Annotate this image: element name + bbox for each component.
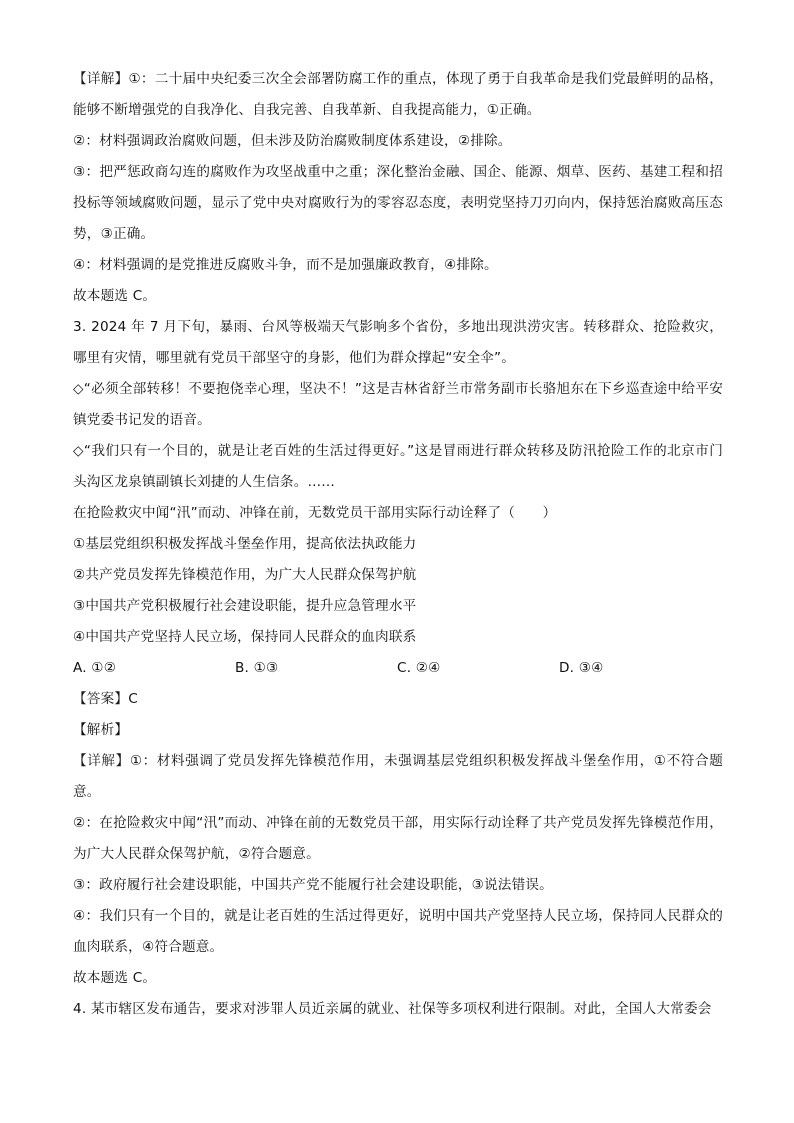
answer-tag: 【答案】 (73, 691, 129, 707)
q3-conclusion: 故本题选 C。 (73, 970, 157, 986)
q2-detail-p2: ②：材料强调政治腐败问题，但未涉及防治腐败制度体系建设，②排除。 (73, 133, 512, 149)
q3-question: 在抢险救灾中闻“汛”而动、冲锋在前，无数党员干部用实际行动诠释了（ ） (73, 505, 557, 521)
q2-detail-p1 (73, 64, 723, 126)
q2-detail-p1-text: ①：二十届中央纪委三次全会部署防腐工作的重点，体现了勇于自我革命是我们党最鲜明的品格，能够不断增强党的自我净化、自我完善、自我革新、自我提高能力，①正确。 (73, 71, 723, 118)
q2-detail-p3: ③：把严惩政商勾连的腐败作为攻坚战重中之重；深化整治金融、国企、能源、烟草、医药、基建工程和招投标等领域腐败问题，显示了党中央对腐败行为的零容忍态度，表明党坚持刀刃向内，保持惩治腐败高压态势，③正确。 (73, 164, 723, 242)
q3-analysis-tag: 【解析】 (73, 722, 129, 738)
q3-item-1: ①基层党组织积极发挥战斗堡垒作用，提高依法执政能力 (73, 536, 417, 552)
q3-detail-2: ②：在抢险救灾中闻“汛”而动、冲锋在前的无数党员干部，用实际行动诠释了共产党员发挥先锋模范作用，为广大人民群众保驾护航，②符合题意。 (73, 815, 723, 862)
q3-options (73, 653, 723, 684)
q3-detail-3: ③：政府履行社会建设职能，中国共产党不能履行社会建设职能，③说法错误。 (73, 877, 553, 893)
q3-detail-1 (73, 746, 723, 808)
q3-bullet-1: ◇“必须全部转移！不要抱侥幸心理，坚决不！”这是吉林省舒兰市常务副市长骆旭东在下乡巡查途中给平安镇党委书记发的语音。 (73, 381, 723, 428)
detail-tag-2: 【详解】 (73, 753, 130, 769)
q3-item-2: ②共产党员发挥先锋模范作用，为广大人民群众保驾护航 (73, 567, 417, 583)
q3-answer (73, 684, 723, 715)
option-d: D. ③④ (559, 660, 604, 676)
q3-item-3: ③中国共产党积极履行社会建设职能，提升应急管理水平 (73, 598, 417, 614)
q2-conclusion: 故本题选 C。 (73, 288, 157, 304)
q3-item-4: ④中国共产党坚持人民立场，保持同人民群众的血肉联系 (73, 629, 417, 645)
option-b: B. ①③ (235, 660, 279, 676)
q2-detail-p4: ④：材料强调的是党推进反腐败斗争，而不是加强廉政教育，④排除。 (73, 257, 498, 273)
q4-stem: 4. 某市辖区发布通告，要求对涉罪人员近亲属的就业、社保等多项权利进行限制。对此，全国人大常委会 (73, 1001, 712, 1017)
detail-tag: 【详解】 (73, 71, 129, 87)
option-a: A. ①② (73, 660, 117, 676)
q3-detail-1-text: ①：材料强调了党员发挥先锋模范作用，未强调基层党组织积极发挥战斗堡垒作用，①不符合题意。 (73, 753, 723, 800)
q3-stem: 3. 2024 年 7 月下旬，暴雨、台风等极端天气影响多个省份，多地出现洪涝灾害。转移群众、抢险救灾，哪里有灾情，哪里就有党员干部坚守的身影，他们为群众撑起“安全伞”。 (73, 319, 723, 366)
q3-detail-4: ④：我们只有一个目的，就是让老百姓的生活过得更好，说明中国共产党坚持人民立场，保持同人民群众的血肉联系，④符合题意。 (73, 908, 723, 955)
answer-value: C (128, 691, 138, 707)
q3-bullet-2: ◇“我们只有一个目的，就是让老百姓的生活过得更好。”这是冒雨进行群众转移及防汛抢险工作的北京市门头沟区龙泉镇副镇长刘捷的人生信条。…… (73, 443, 723, 490)
option-c: C. ②④ (397, 660, 441, 676)
page-content (73, 64, 723, 1025)
